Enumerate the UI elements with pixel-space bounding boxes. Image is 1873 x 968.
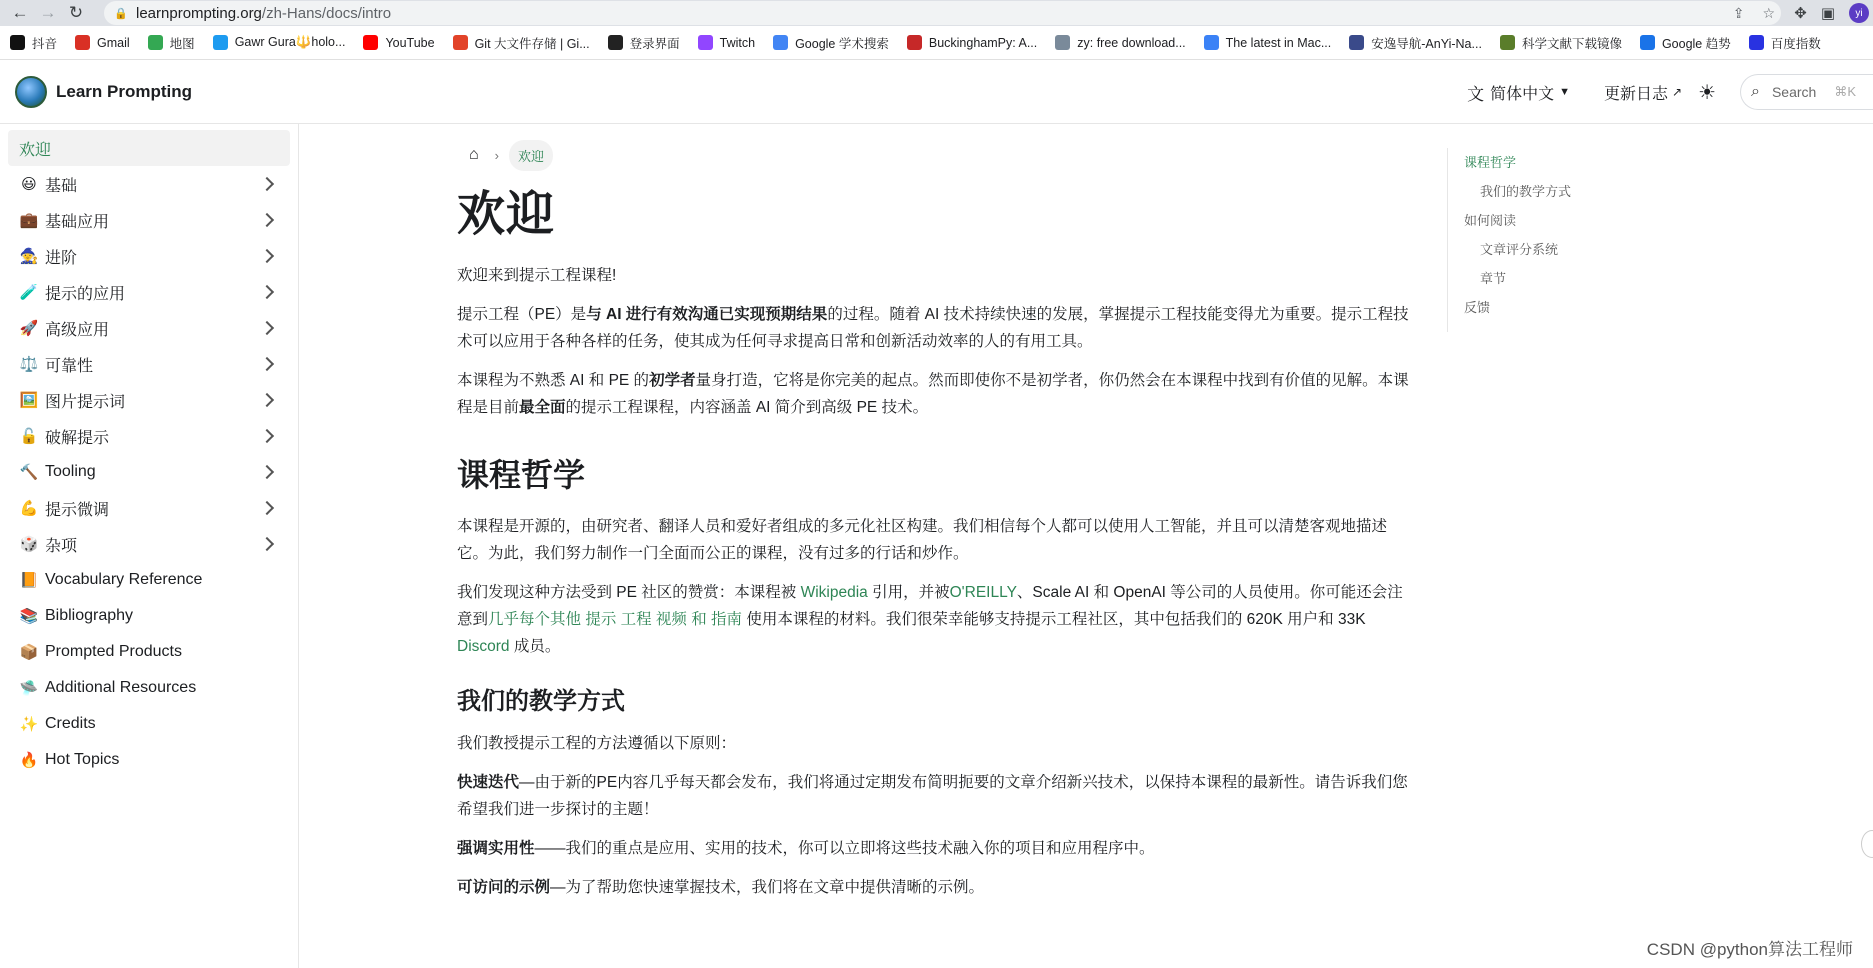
search-shortcut: ⌘K	[1834, 84, 1856, 99]
anyi-icon	[1349, 35, 1364, 50]
sidebar-item-label: 图片提示词	[45, 393, 126, 411]
sidebar-item-label: Tooling	[45, 463, 96, 480]
bookmark-label: Twitch	[719, 35, 756, 50]
table-of-contents	[1447, 148, 1647, 332]
bookmark-item[interactable]	[1204, 35, 1332, 50]
sidebar-emoji-icon: 🔓	[19, 428, 39, 445]
chevron-right-icon[interactable]	[258, 426, 278, 446]
sidebar-item-label: Additional Resources	[45, 679, 197, 696]
sidepanel-icon[interactable]: ▣	[1820, 5, 1835, 22]
audience-paragraph: 本课程为不熟悉 AI 和 PE 的初学者量身打造，它将是你完美的起点。然而即使你不是初学者，你仍然会在本课程中找到有价值的见解。本课程是目前最全面的提示工程课程，内容涵盖 AI 简介到高级 PE 技术。	[457, 372, 1409, 416]
sidebar-item-label: Credits	[45, 715, 96, 732]
sidebar-item-label: 进阶	[45, 249, 78, 267]
bookmark-label: Google 学术搜索	[795, 36, 889, 51]
trends-icon	[1640, 35, 1655, 50]
philosophy-paragraph: 本课程是开源的，由研究者、翻译人员和爱好者组成的多元化社区构建。我们相信每个人都可以使用人工智能，并且可以清楚客观地描述它。为此，我们努力制作一门全面而公正的课程，没有过多的行话和炒作。	[457, 518, 1388, 562]
scholar-icon	[773, 35, 788, 50]
bookmark-item[interactable]	[1500, 34, 1622, 52]
chevron-right-icon[interactable]	[258, 318, 278, 338]
site-navbar	[0, 60, 1873, 124]
watermark: CSDN @python算法工程师	[1646, 940, 1853, 959]
chevron-right-icon[interactable]	[258, 462, 278, 482]
caret-down-icon: ▼	[1559, 86, 1570, 98]
bookmark-label: Google 趋势	[1661, 36, 1731, 51]
toc-link[interactable]: 章节	[1480, 271, 1507, 286]
bookmark-label: 安逸导航-AnYi-Na...	[1371, 36, 1482, 51]
docs-sidebar	[0, 124, 299, 968]
bookmarks-bar	[0, 26, 1873, 60]
sidebar-item-label: 基础	[45, 177, 78, 195]
principles-intro: 我们教授提示工程的方法遵循以下原则：	[457, 735, 737, 752]
bookmark-label: Gawr Gura🔱holo...	[234, 35, 346, 49]
tiktok-icon	[10, 35, 25, 50]
sidebar-item[interactable]	[8, 382, 290, 418]
bookmark-item[interactable]	[10, 34, 57, 52]
chevron-right-icon[interactable]	[258, 390, 278, 410]
guides-link[interactable]: 几乎每个其他 提示 工程 视频 和 指南	[488, 611, 743, 628]
sidebar-item[interactable]	[8, 310, 290, 346]
bookmark-label: 科学文献下载镜像	[1521, 36, 1622, 51]
sidebar-emoji-icon: 🔥	[19, 752, 39, 769]
twitter-icon	[213, 35, 228, 50]
sidebar-emoji-icon: 🚀	[19, 320, 39, 337]
github-icon	[608, 35, 623, 50]
bookmark-label: 抖音	[32, 36, 58, 51]
lock-icon: 🔒	[114, 7, 128, 20]
sidebar-item[interactable]	[8, 418, 290, 454]
bookmark-item[interactable]	[1349, 34, 1482, 52]
share-icon[interactable]: ⇪	[1732, 4, 1745, 21]
sidebar-item-label: 提示的应用	[45, 285, 126, 303]
baidu-icon	[1749, 35, 1764, 50]
page-title: 欢迎	[457, 188, 556, 241]
wikipedia-link[interactable]: Wikipedia	[800, 584, 868, 601]
sidebar-item[interactable]	[8, 634, 290, 670]
section-heading-philosophy: 课程哲学	[457, 457, 586, 493]
sidebar-item[interactable]	[8, 274, 290, 310]
section-heading-teaching: 我们的教学方式	[457, 688, 625, 715]
twitch-icon	[698, 35, 713, 50]
toc-link[interactable]: 课程哲学	[1464, 155, 1517, 170]
bookmark-item[interactable]	[907, 35, 1037, 50]
sidebar-item[interactable]	[8, 526, 290, 562]
chevron-right-icon[interactable]	[258, 210, 278, 230]
bookmark-item[interactable]	[698, 35, 755, 50]
chevron-right-icon[interactable]	[258, 174, 278, 194]
bookmark-item[interactable]	[213, 35, 346, 50]
language-dropdown[interactable]	[1467, 80, 1570, 105]
scihub-icon	[1500, 35, 1515, 50]
bookmark-item[interactable]	[75, 35, 130, 50]
bookmark-label: YouTube	[385, 35, 435, 50]
address-bar[interactable]	[104, 1, 1781, 25]
principle-practical: 强调实用性——我们的重点是应用、实用的技术，你可以立即将这些技术融入你的项目和应用程序中。	[457, 840, 1155, 857]
back-icon[interactable]: ←	[11, 3, 29, 22]
search-icon: ⌕	[1751, 83, 1760, 100]
bookmark-label: 登录界面	[629, 36, 680, 51]
bookmark-item[interactable]	[453, 34, 590, 52]
sidebar-emoji-icon: 🧪	[19, 284, 39, 301]
sidebar-item-label: 破解提示	[45, 429, 110, 447]
git-icon	[453, 35, 468, 50]
sidebar-emoji-icon: 🎲	[19, 536, 39, 553]
sidebar-item[interactable]	[8, 454, 290, 490]
sidebar-item[interactable]	[8, 166, 290, 202]
changelog-link[interactable]	[1604, 81, 1682, 104]
sidebar-item[interactable]	[8, 562, 290, 598]
toc-link[interactable]: 我们的教学方式	[1480, 184, 1572, 199]
breadcrumb-separator-icon: ›	[494, 147, 500, 163]
sidebar-item[interactable]	[8, 238, 290, 274]
language-label: 简体中文	[1490, 85, 1555, 103]
chevron-right-icon[interactable]	[258, 534, 278, 554]
principle-fast-iteration: 快速迭代—由于新的PE内容几乎每天都会发布，我们将通过定期发布简明扼要的文章介绍新兴技术，以保持本课程的最新性。请告诉我们您希望我们进一步探讨的主题！	[457, 774, 1408, 818]
y-icon	[1055, 35, 1070, 50]
url-path: /zh-Hans/docs/intro	[261, 4, 392, 22]
sidebar-emoji-icon: 🛸	[19, 680, 39, 697]
sidebar-emoji-icon: 💼	[19, 212, 39, 229]
bookmark-label: zy: free download...	[1077, 35, 1186, 50]
toc-link[interactable]: 反馈	[1464, 300, 1491, 315]
sidebar-item-label: 可靠性	[45, 357, 94, 375]
toc-link[interactable]: 如何阅读	[1464, 213, 1517, 228]
sidebar-emoji-icon: 🔨	[19, 464, 39, 481]
translate-icon: 文	[1467, 84, 1485, 104]
browser-toolbar	[0, 0, 1873, 26]
bookmark-item[interactable]	[1749, 34, 1821, 52]
bookmark-label: 百度指数	[1770, 36, 1821, 51]
sidebar-item[interactable]	[8, 202, 290, 238]
definition-paragraph: 提示工程（PE）是与 AI 进行有效沟通已实现预期结果的过程。随着 AI 技术持续快速的发展，掌握提示工程技能变得尤为重要。提示工程技术可以应用于各种各样的任务，使其成为任何寻求提高日常和创新活动效率的人的有用工具。	[457, 306, 1409, 350]
discord-link[interactable]: Discord	[457, 638, 510, 655]
changelog-label: 更新日志	[1603, 85, 1668, 103]
toc-link[interactable]: 文章评分系统	[1480, 242, 1559, 257]
bookmark-item[interactable]	[773, 34, 889, 52]
sidebar-item-welcome[interactable]	[8, 130, 290, 166]
sidebar-emoji-icon: ⚖️	[19, 356, 39, 373]
bookmark-label: The latest in Mac...	[1225, 35, 1332, 50]
sidebar-item-label: Prompted Products	[45, 643, 182, 660]
sidebar-emoji-icon: 💪	[19, 500, 39, 517]
external-link-icon: ↗	[1672, 85, 1683, 99]
sidebar-emoji-icon: 🖼️	[19, 392, 39, 409]
star-icon[interactable]: ☆	[1762, 4, 1775, 21]
sidebar-item[interactable]	[8, 670, 290, 706]
sidebar-item-label: 欢迎	[19, 141, 52, 159]
chevron-right-icon[interactable]	[258, 354, 278, 374]
sidebar-item-label: Vocabulary Reference	[45, 571, 203, 588]
bookmark-item[interactable]	[363, 35, 434, 50]
bookmark-label: Git 大文件存储 | Gi...	[474, 36, 590, 51]
sidebar-emoji-icon: 📦	[19, 644, 39, 661]
sidebar-emoji-icon: 📚	[19, 608, 39, 625]
sidebar-item-label: Hot Topics	[45, 751, 120, 768]
sidebar-emoji-icon: 😃	[21, 176, 37, 193]
intro-paragraph: 欢迎来到提示工程课程!	[457, 267, 617, 284]
forward-icon[interactable]: →	[39, 3, 57, 22]
bookmark-y-icon	[907, 35, 922, 50]
floating-widget[interactable]	[1861, 830, 1873, 858]
bookmark-label: 地图	[169, 36, 195, 51]
chevron-right-icon[interactable]	[258, 498, 278, 518]
reload-icon[interactable]: ↻	[68, 3, 84, 22]
extensions-icon[interactable]: ✥	[1794, 5, 1807, 22]
sidebar-item[interactable]	[8, 490, 290, 526]
bookmark-item[interactable]	[1640, 34, 1731, 52]
breadcrumb-current: 欢迎	[509, 140, 553, 171]
sidebar-item[interactable]	[8, 346, 290, 382]
maps-icon	[148, 35, 163, 50]
sidebar-item-label: Bibliography	[45, 607, 134, 624]
bookmark-item[interactable]	[608, 34, 680, 52]
mac-icon	[1204, 35, 1219, 50]
oreilly-link[interactable]: O'REILLY	[949, 584, 1017, 601]
sidebar-item[interactable]	[8, 742, 290, 778]
brand-link[interactable]	[15, 76, 192, 108]
chevron-right-icon[interactable]	[258, 246, 278, 266]
bookmark-item[interactable]	[148, 34, 195, 52]
logo-icon	[15, 76, 47, 108]
sidebar-emoji-icon: 🧙	[19, 248, 39, 265]
community-paragraph: 我们发现这种方法受到 PE 社区的赞赏：本课程被 Wikipedia 引用，并被O'REILLY、Scale AI 和 OpenAI 等公司的人员使用。你可能还会注意到几乎每个其他 提示 工程 视频 和 指南 使用本课程的材料。我们很荣幸能够支持提示工程社区，其中包括我们的 620K 用户和 33K Discord 成员。	[457, 584, 1403, 655]
bookmark-label: Gmail	[97, 35, 130, 50]
profile-avatar[interactable]: yi	[1849, 3, 1869, 23]
sidebar-item-label: 提示微调	[45, 501, 110, 519]
brand-title: Learn Prompting	[56, 82, 193, 101]
sidebar-item-label: 高级应用	[45, 321, 110, 339]
principle-examples: 可访问的示例—为了帮助您快速掌握技术，我们将在文章中提供清晰的示例。	[457, 879, 985, 896]
search-button[interactable]	[1740, 74, 1873, 110]
breadcrumb	[457, 140, 1410, 170]
youtube-icon	[363, 35, 378, 50]
bookmark-item[interactable]	[1055, 35, 1185, 50]
theme-toggle-icon[interactable]: ☀	[1698, 81, 1716, 104]
sidebar-item-label: 基础应用	[45, 213, 110, 231]
gmail-icon	[75, 35, 90, 50]
home-icon[interactable]: ⌂	[469, 146, 479, 163]
sidebar-emoji-icon: ✨	[19, 716, 39, 733]
sidebar-item[interactable]	[8, 598, 290, 634]
search-placeholder: Search	[1771, 84, 1817, 100]
doc-content	[457, 124, 1410, 901]
sidebar-item[interactable]	[8, 706, 290, 742]
url-host: learnprompting.org	[136, 4, 262, 22]
bookmark-label: BuckinghamPy: A...	[928, 35, 1038, 50]
chevron-right-icon[interactable]	[258, 282, 278, 302]
sidebar-emoji-icon: 📙	[19, 572, 39, 589]
sidebar-item-label: 杂项	[45, 537, 78, 555]
